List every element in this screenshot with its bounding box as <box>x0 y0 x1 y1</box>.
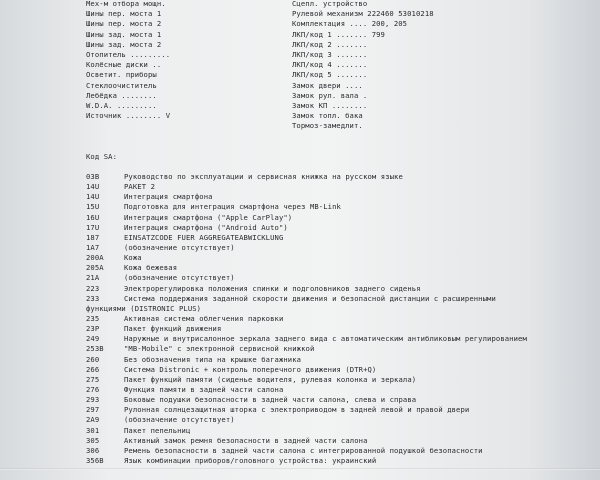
spec-line: Шины пер. моста 2 <box>86 19 162 29</box>
sa-code: 14U <box>86 192 100 202</box>
sa-description: Электрорегулировка положения спинки и подголовников заднего сиденья <box>124 283 421 293</box>
spec-line: Стеклоочиститель <box>86 80 157 90</box>
sa-code-row <box>86 172 527 182</box>
sa-description: Язык комбинации приборов/головного устройства: украинский <box>124 455 377 465</box>
sa-code-row <box>86 294 527 304</box>
sa-description: Пакет функций памяти (сиденье водителя, рулевая колонка и зеркала) <box>124 374 417 384</box>
sa-description: (обозначение отсутствует) <box>124 273 235 283</box>
sa-code-row <box>86 446 527 456</box>
spec-line: Замок КП ........ <box>292 100 368 110</box>
sa-description: Интеграция смартфона ("Android Auto") <box>124 222 288 232</box>
sa-description: Рулонная солнцезащитная шторка с электроприводом в задней левой и правой двери <box>124 405 470 415</box>
sa-code-row <box>86 243 527 253</box>
sa-code-row <box>86 192 527 202</box>
sa-code-row <box>86 405 527 415</box>
sa-description: Без обозначения типа на крышке багажника <box>124 354 302 364</box>
sa-description: Наружные и внутрисалонное зеркала заднего вида с автоматическим антибликовым регулированием <box>124 334 527 344</box>
sa-description: Активная система облегчения парковки <box>124 313 284 323</box>
sa-description: (обозначение отсутствует) <box>124 242 235 252</box>
sa-code: 293 <box>86 395 100 405</box>
sa-description: (обозначение отсутствует) <box>124 415 235 425</box>
sa-description: Система Distronic + контроль поперечного движения (DTR+Q) <box>124 364 377 374</box>
vehicle-specs-right <box>292 0 434 131</box>
spec-line: W.D.A. ......... <box>86 100 157 110</box>
sa-code-row <box>86 375 527 385</box>
sa-code: 276 <box>86 384 100 394</box>
sa-description: функциями (DISTRONIC PLUS) <box>86 303 202 313</box>
sa-code-row <box>86 344 527 354</box>
sa-code: 233 <box>86 293 100 303</box>
spec-line: ЛКП/код 4 ....... <box>292 60 368 70</box>
sa-description: "MB-Mobile" с электронной сервисной книжкой <box>124 344 315 354</box>
sa-description: Пакет функций движения <box>124 324 222 334</box>
spec-line: Источник ........ V <box>86 111 171 121</box>
spec-line: ЛКП/код 3 ....... <box>292 49 368 59</box>
sa-code: 260 <box>86 354 100 364</box>
sa-code: 266 <box>86 364 100 374</box>
sa-code: 235 <box>86 313 100 323</box>
sa-code: 187 <box>86 232 100 242</box>
sa-code-row <box>86 223 527 233</box>
sa-description: Интеграция смартфона <box>124 192 213 202</box>
sa-description: Активный замок ремня безопасности в задней части салона <box>124 435 368 445</box>
sa-code: 301 <box>86 425 100 435</box>
sa-code-row <box>86 273 527 283</box>
sa-code: 205A <box>86 263 104 273</box>
sa-code: 306 <box>86 445 100 455</box>
sa-description: Система поддержания заданной скорости движения и безопасной дистанции с расширенными <box>124 293 496 303</box>
spec-line: ЛКП/код 1 ....... 799 <box>292 29 385 39</box>
sa-code-row <box>86 213 527 223</box>
sa-code-row <box>86 365 527 375</box>
sa-code-row <box>86 314 527 324</box>
sa-code-row <box>86 426 527 436</box>
spec-line: Комплектация .... 200, 205 <box>292 19 408 29</box>
spec-line: Тормоз-замедлит. <box>292 121 363 131</box>
sa-description: Кожа <box>124 253 142 263</box>
sa-code-list <box>86 172 527 466</box>
sa-description: Ремень безопасности в задней части салона с интегрированной подушкой безопасности <box>124 445 483 455</box>
sa-code-row <box>86 415 527 425</box>
sa-code: 275 <box>86 374 100 384</box>
section-title: Код SA: <box>86 152 117 161</box>
sa-code-row <box>86 395 527 405</box>
sa-description: Функция памяти в задней части салона <box>124 384 284 394</box>
sa-code-row <box>86 202 527 212</box>
sa-code: 223 <box>86 283 100 293</box>
sa-description: Боковые подушки безопасности в задней части салона, слева и справа <box>124 395 417 405</box>
vehicle-specs-left <box>86 0 170 121</box>
sa-code-row <box>86 385 527 395</box>
spec-line: Шины зад. моста 1 <box>86 29 162 39</box>
sa-code: 15U <box>86 202 100 212</box>
spec-line: Колёсные диски .. <box>86 60 162 70</box>
sa-code-row <box>86 263 527 273</box>
sa-code: 297 <box>86 405 100 415</box>
sa-code: 305 <box>86 435 100 445</box>
sa-code: 253B <box>86 344 104 354</box>
sa-code-row <box>86 355 527 365</box>
spec-line: Замок топл. бака <box>292 111 363 121</box>
sa-code: 23P <box>86 324 100 334</box>
sa-code: 14U <box>86 182 100 192</box>
sa-code-row <box>86 324 527 334</box>
sa-description: Пакет пепельниц <box>124 425 191 435</box>
sa-description: EINSATZCODE FUER AGGREGATEABWICKLUNG <box>124 232 284 242</box>
spec-line: ЛКП/код 2 ....... <box>292 39 368 49</box>
sa-code: 2A9 <box>86 415 100 425</box>
sa-description: PAKET 2 <box>124 182 155 192</box>
sa-code-row <box>86 233 527 243</box>
sa-code-row <box>86 182 527 192</box>
sa-code: 1A7 <box>86 242 100 252</box>
paper-fold <box>0 468 600 470</box>
sa-code-row <box>86 456 527 466</box>
sa-description: Подготовка для интеграция смартфона через MB-Link <box>124 202 341 212</box>
sa-code: 21A <box>86 273 100 283</box>
spec-line: Осветит. приборы <box>86 70 157 80</box>
spec-line: Замок двери .... <box>292 80 363 90</box>
spec-line: Лебёдка ........ <box>86 90 157 100</box>
spec-line: Шины зад. моста 2 <box>86 39 162 49</box>
sa-code-row <box>86 284 527 294</box>
sa-description: Кожа бежевая <box>124 263 178 273</box>
sa-code: 356B <box>86 455 104 465</box>
sa-description: Интеграция смартфона ("Apple CarPlay") <box>124 212 293 222</box>
spec-line: Рулевой механизм 222460 53010218 <box>292 9 434 19</box>
sa-code: 17U <box>86 222 100 232</box>
sa-code: 249 <box>86 334 100 344</box>
sa-code-row <box>86 334 527 344</box>
spec-line: ЛКП/код 5 ....... <box>292 70 368 80</box>
sa-code-row <box>86 436 527 446</box>
sa-code: 16U <box>86 212 100 222</box>
sa-code-row <box>86 253 527 263</box>
sa-code: 200A <box>86 253 104 263</box>
spec-line: Замок рул. вала . <box>292 90 368 100</box>
spec-line: Мех-м отбора мощн. <box>86 0 166 8</box>
spec-line: Отопитель ......... <box>86 49 171 59</box>
sa-description: Руководство по эксплуатации и сервисная книжка на русском языке <box>124 172 403 181</box>
spec-line: Шины пер. моста 1 <box>86 9 162 19</box>
spec-line: Сцепл. устройство <box>292 0 368 8</box>
sa-code-row <box>86 304 527 314</box>
sa-code: 03B <box>86 172 100 181</box>
